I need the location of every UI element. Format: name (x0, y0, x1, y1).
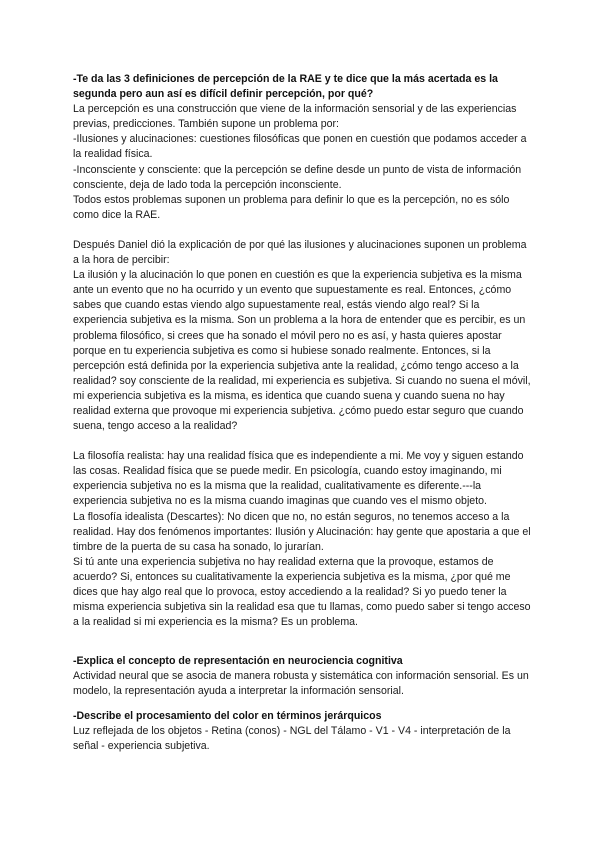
document-body (73, 72, 533, 754)
answer-line-unconscious: -Inconsciente y consciente: que la percepción se define desde un punto de vista de información consciente, deja de lado toda la percepción inconsciente. (73, 163, 522, 191)
explanation-body: La ilusión y la alucinación lo que ponen en cuestión es que la experiencia subjetiva es la misma ante un evento que no ha ocurrido y un evento que supuestamente es real. Entonces, ¿cómo sabes que cuando estas viendo algo supuestamente real, estás viendo algo real? Si la experiencia subjetiva es la misma. Son un problema a la hora de entender que es percibir, es un problema filosófico, si crees que ha sonado el móvil pero no es así, y hasta quieres apostar porque en tu experiencia subjetiva es como si hubiese sonado realmente. Entonces, si la percepción está definida por la experiencia subjetiva ante la realidad, ¿cómo tengo acceso a la realidad? soy consciente de la realidad, mi experiencia es subjetiva. Si cuando no suena el móvil, mi experiencia subjetiva es la misma, es identica que cuando suena y cuando suena no hay realidad externa que provoque mi experiencia subjetiva. ¿cómo puedo estar seguro que cuando suena, tengo acceso a la realidad? (73, 269, 531, 433)
closing-argument-paragraph: Si tú ante una experiencia subjetiva no hay realidad externa que la provoque, estamos de acuerdo? Si, entonces su cualitativamente la experiencia subjetiva es la misma, ¿por qué me dices que hay algo real que lo provoca, estoy accediendo a la realidad? Si yo puedo tener la misma experiencia subjetiva sin la realidad esa que tu llamas, como puedo saber si tengo acceso a la realidad si mi experiencia es la misma? Es un problema. (73, 555, 531, 629)
section-spacer (73, 700, 533, 709)
paragraph-spacer (73, 223, 533, 238)
answer-color-processing: Luz reflejada de los objetos - Retina (conos) - NGL del Tálamo - V1 - V4 - interpretación de la señal - experiencia subjetiva. (73, 724, 511, 752)
section-spacer (73, 630, 533, 654)
paragraph-spacer (73, 434, 533, 449)
answer-line-construction: La percepción es una construcción que viene de la información sensorial y de las experiencias previas, predicciones. También supone un problema por: (73, 103, 517, 131)
answer-line-summary: Todos estos problemas suponen un problema para definir lo que es la percepción, no es sólo como dice la RAE. (73, 193, 510, 221)
explanation-intro: Después Daniel dió la explicación de por qué las ilusiones y alucinaciones suponen un problema a la hora de percibir: (73, 238, 527, 267)
answer-line-illusions: -Ilusiones y alucinaciones: cuestiones filosóficas que ponen en cuestión que podamos acceder a la realidad física. (73, 133, 527, 161)
idealist-philosophy-paragraph: La flosofía idealista (Descartes): No dicen que no, no están seguros, no tenemos acceso a la realidad. Hay dos fenómenos importantes: Ilusión y Alucinación: hay gente que apostaria a que el timbre de la puerta de su casa ha sonado, lo jurarían. (73, 510, 531, 553)
question-perception-definition: -Te da las 3 definiciones de percepción de la RAE y te dice que la más acertada es la segunda pero aun así es difícil definir percepción, por qué? (73, 73, 498, 101)
realist-philosophy-paragraph: La filosofía realista: hay una realidad física que es independiente a mi. Me voy y siguen estando las cosas. Realidad física que se puede medir. En psicología, cuando estoy imaginando, mi experiencia subjetiva no es la misma que la realidad, cualitativamente es diferente.---la experiencia subjetiva no es la misma cuando imaginas que cuando ves el mismo objeto. (73, 450, 524, 508)
question-color-processing: -Describe el procesamiento del color en términos jerárquicos (73, 709, 382, 722)
question-representation: -Explica el concepto de representación en neurociencia cognitiva (73, 655, 403, 668)
answer-representation: Actividad neural que se asocia de manera robusta y sistemática con información sensorial. Es un modelo, la representación ayuda a interpretar la información sensorial. (73, 670, 529, 698)
